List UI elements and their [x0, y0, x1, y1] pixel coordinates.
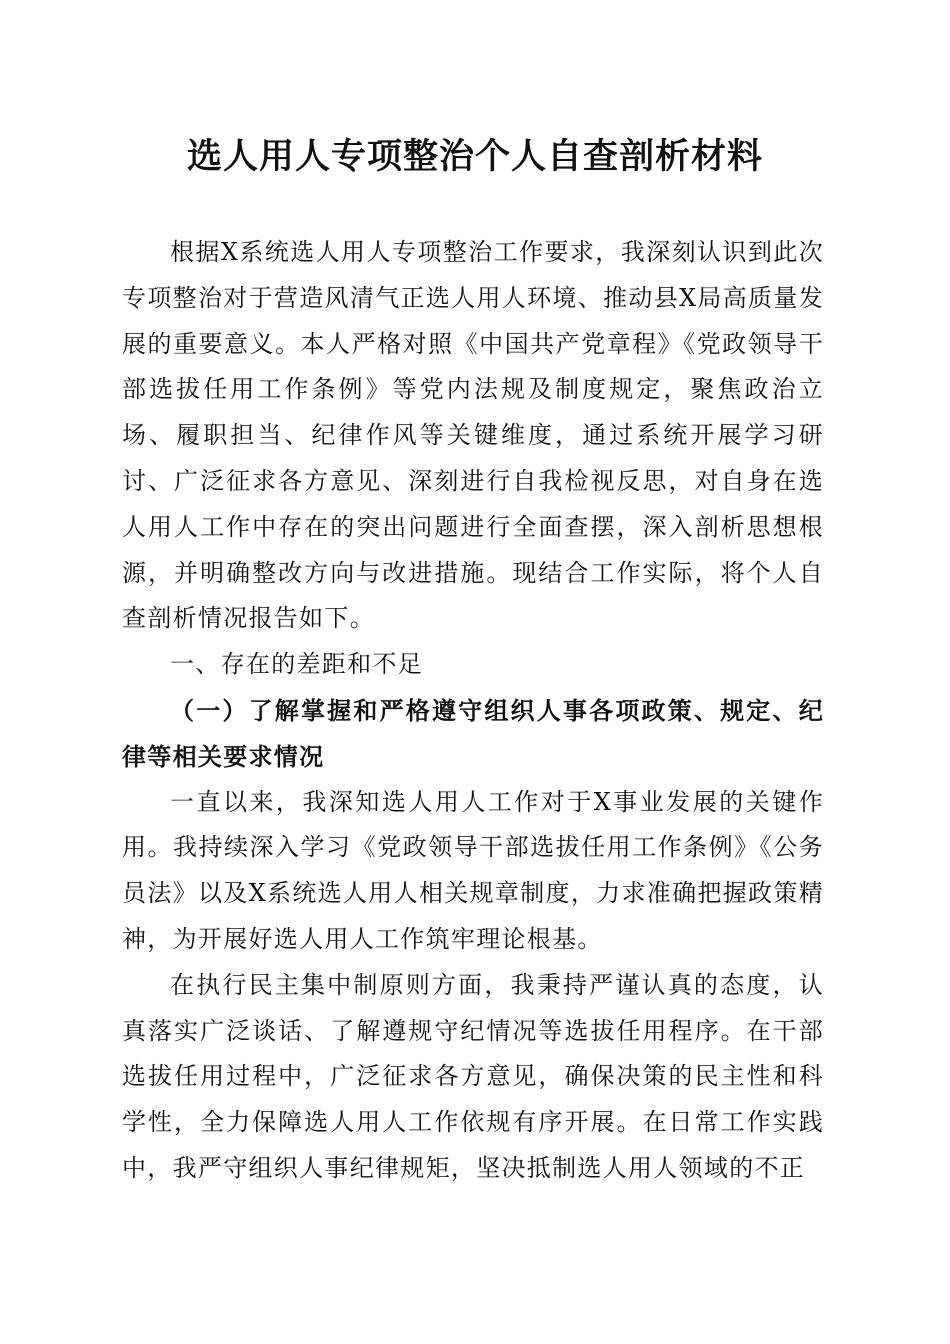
subsection-heading: （一）了解掌握和严格遵守组织人事各项政策、规定、纪律等相关要求情况 — [122, 695, 824, 771]
body-paragraph-1: 一直以来，我深知选人用人工作对于X事业发展的关键作用。我持续深入学习《党政领导干部选拔任用工作条例》《公务员法》以及X系统选人用人相关规章制度，力求准确把握政策精神，为开展好选人用人工作筑牢理论根基。 — [122, 787, 824, 953]
document-title: 选人用人专项整治个人自查剖析材料 — [186, 136, 763, 177]
section-heading: 一、存在的差距和不足 — [170, 650, 423, 679]
body-paragraph-2: 在执行民主集中制原则方面，我秉持严谨认真的态度，认真落实广泛谈话、了解遵规守纪情况等选拔任用程序。在干部选拔任用过程中，广泛征求各方意见，确保决策的民主性和科学性，全力保障选人用人工作依规有序开展。在日常工作实践中，我严守组织人事纪律规矩，坚决抵制选人用人领域的不正 — [122, 970, 824, 1182]
intro-paragraph: 根据X系统选人用人专项整治工作要求，我深刻认识到此次专项整治对于营造风清气正选人用人环境、推动县X局高质量发展的重要意义。本人严格对照《中国共产党章程》《党政领导干部选拔任用工作条例》等党内法规及制度规定，聚焦政治立场、履职担当、纪律作风等关键维度，通过系统开展学习研讨、广泛征求各方意见、深刻进行自我检视反思，对自身在选人用人工作中存在的突出问题进行全面查摆，深入剖析思想根源，并明确整改方向与改进措施。现结合工作实际，将个人自查剖析情况报告如下。 — [122, 238, 824, 633]
document-body — [122, 230, 824, 1192]
